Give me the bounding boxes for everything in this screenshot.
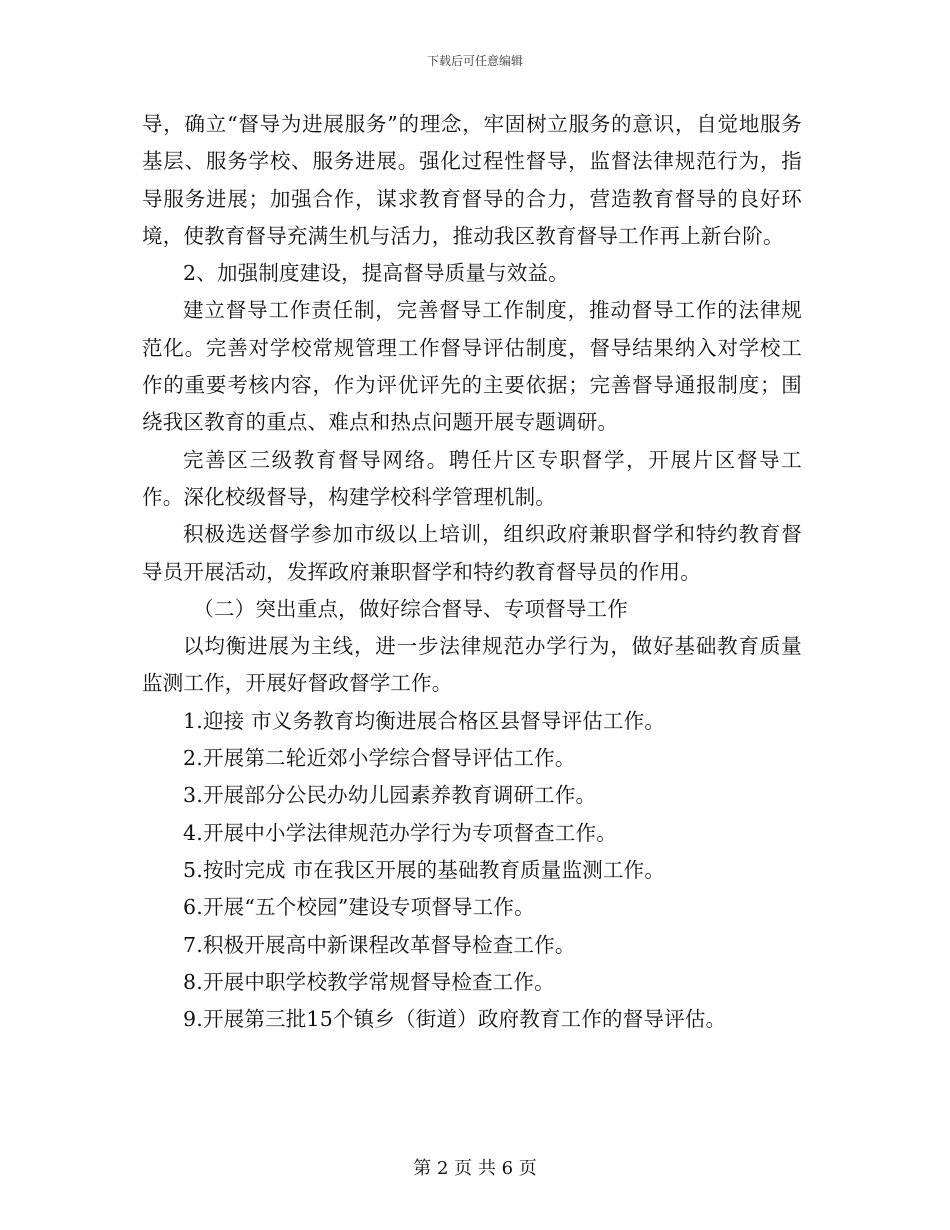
paragraph: 建立督导工作责任制，完善督导工作制度，推动督导工作的法律规范化。完善对学校常规管理工作督导评估制度，督导结果纳入对学校工作的重要考核内容，作为评优评先的主要依据；完善督导通报制度；围绕我区教育的重点、难点和热点问题开展专题调研。 [142, 298, 802, 435]
paragraph-continuation: 导，确立“督导为进展服务”的理念，牢固树立服务的意识，自觉地服务基层、服务学校、服务进展。强化过程性督导，监督法律规范行为，指导服务进展；加强合作，谋求教育督导的合力，营造教育督导的良好环境，使教育督导充满生机与活力，推动我区教育督导工作再上新台阶。 [142, 112, 802, 248]
list-item: 5.按时完成 市在我区开展的基础教育质量监测工作。 [183, 857, 666, 882]
document-body [142, 106, 802, 1038]
list-item: 1.迎接 市义务教育均衡进展合格区县督导评估工作。 [183, 708, 666, 733]
list-item: 6.开展“五个校园”建设专项督导工作。 [183, 895, 535, 920]
paragraph: 积极选送督学参加市级以上培训，组织政府兼职督学和特约教育督导员开展活动，发挥政府兼职督学和特约教育督导员的作用。 [142, 522, 802, 584]
paragraph: 以均衡进展为主线，进一步法律规范办学行为，做好基础教育质量监测工作，开展好督政督学工作。 [142, 634, 802, 696]
list-item: 2.开展第二轮近郊小学综合督导评估工作。 [183, 746, 576, 771]
list-item: 3.开展部分公民办幼儿园素养教育调研工作。 [183, 783, 597, 808]
section-heading-2: 2、加强制度建设，提高督导质量与效益。 [183, 261, 569, 286]
section-heading-er: （二）突出重点，做好综合督导、专项督导工作 [193, 596, 628, 621]
page-footer: 第 2 页 共 6 页 [413, 1158, 537, 1179]
page-header: 下载后可任意编辑 [426, 54, 523, 68]
list-item: 7.积极开展高中新课程改革督导检查工作。 [183, 932, 576, 957]
list-item: 8.开展中职学校教学常规督导检查工作。 [183, 969, 555, 994]
paragraph: 完善区三级教育督导网络。聘任片区专职督学，开展片区督导工作。深化校级督导，构建学校科学管理机制。 [142, 447, 802, 509]
list-item: 9.开展第三批15个镇乡（街道）政府教育工作的督导评估。 [183, 1007, 727, 1032]
list-item: 4.开展中小学法律规范办学行为专项督查工作。 [183, 820, 617, 845]
